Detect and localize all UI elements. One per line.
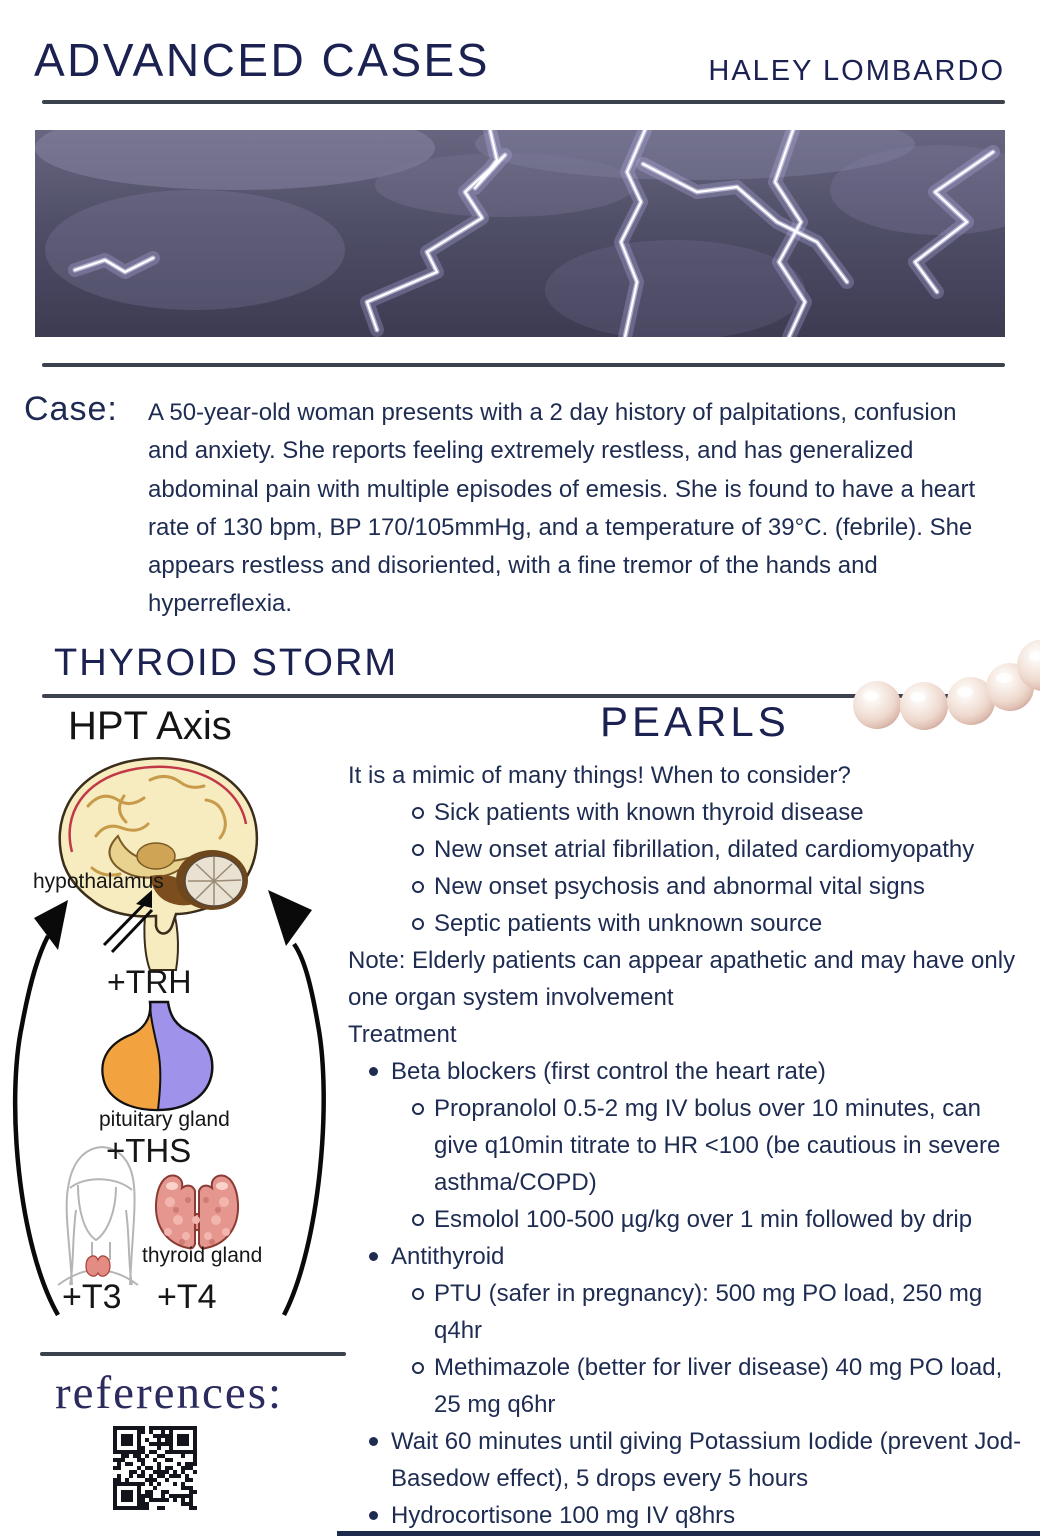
divider-top [42, 100, 1005, 104]
t4-label: +T4 [157, 1278, 217, 1316]
lightning-banner-image [35, 130, 1005, 337]
divider-references [40, 1352, 346, 1356]
treatment-item: Wait 60 minutes until giving Potassium Iodide (prevent Jod-Basedow effect), 5 drops every 5 hours [348, 1423, 1024, 1497]
references-title: references: [55, 1367, 284, 1419]
consideration-item: New onset atrial fibrillation, dilated cardiomyopathy [348, 831, 1024, 868]
trh-label: +TRH [107, 964, 192, 1000]
case-description: A 50-year-old woman presents with a 2 day history of palpitations, confusion and anxiety. She reports feeling extremely restless, and has generalized abdominal pain with multiple episodes of emesis. She is found to have a heart rate of 130 bpm, BP 170/105mmHg, and a temperature of 39°C. (febrile). She appears restless and disoriented, with a fine tremor of the hands and hyperreflexia. [148, 399, 976, 618]
brain-illustration [60, 758, 257, 970]
treatment-item: Beta blockers (first control the heart rate) [348, 1053, 1024, 1090]
t3-label: +T3 [62, 1278, 122, 1316]
pearl-beads [853, 640, 1040, 730]
arrowhead-left [34, 900, 68, 950]
divider-under-banner [42, 363, 1005, 367]
treatment-subitem: Esmolol 100-500 µg/kg over 1 min followed by drip [348, 1201, 1024, 1238]
consideration-item: Septic patients with unknown source [348, 905, 1024, 942]
treatment-list [348, 1053, 1024, 1534]
treatment-item: Hydrocortisone 100 mg IV q8hrs [348, 1497, 1024, 1534]
pearls-note: Note: Elderly patients can appear apathetic and may have only one organ system involvement [348, 947, 1016, 1011]
pituitary-gland-label: pituitary gland [99, 1108, 230, 1131]
hpt-axis-title: HPT Axis [68, 704, 232, 748]
consideration-item: Sick patients with known thyroid disease [348, 794, 1024, 831]
treatment-item: Antithyroid [348, 1238, 1024, 1275]
thyroid-illustration [156, 1176, 238, 1249]
arrowhead-right [268, 890, 312, 946]
section-title: THYROID STORM [54, 642, 399, 684]
page-title: ADVANCED CASES [34, 34, 490, 86]
pearls-intro: It is a mimic of many things! When to consider? [348, 762, 851, 789]
thyroid-gland-label: thyroid gland [142, 1244, 263, 1267]
bottom-bar [337, 1531, 1040, 1536]
pituitary-illustration [102, 1002, 212, 1110]
pearls-title: PEARLS [600, 698, 790, 745]
consideration-item: New onset psychosis and abnormal vital signs [348, 868, 1024, 905]
treatment-heading: Treatment [348, 1021, 457, 1048]
treatment-subitem: Propranolol 0.5-2 mg IV bolus over 10 minutes, can give q10min titrate to HR <100 (be cautious in severe asthma/COPD) [348, 1090, 1024, 1201]
treatment-subitem: Methimazole (better for liver disease) 40 mg PO load, 25 mg q6hr [348, 1349, 1024, 1423]
author-name: HALEY LOMBARDO [708, 55, 1005, 87]
treatment-subitem: PTU (safer in pregnancy): 500 mg PO load, 250 mg q4hr [348, 1275, 1024, 1349]
consider-list [348, 794, 1024, 942]
ths-label: +THS [106, 1132, 192, 1169]
hypothalamus-label: hypothalamus [33, 870, 164, 893]
pearl-string-decoration [845, 640, 1040, 745]
small-thyroid [86, 1256, 110, 1276]
case-label: Case: [24, 390, 118, 428]
qr-code [113, 1426, 197, 1510]
pearls-content [348, 757, 1024, 1534]
